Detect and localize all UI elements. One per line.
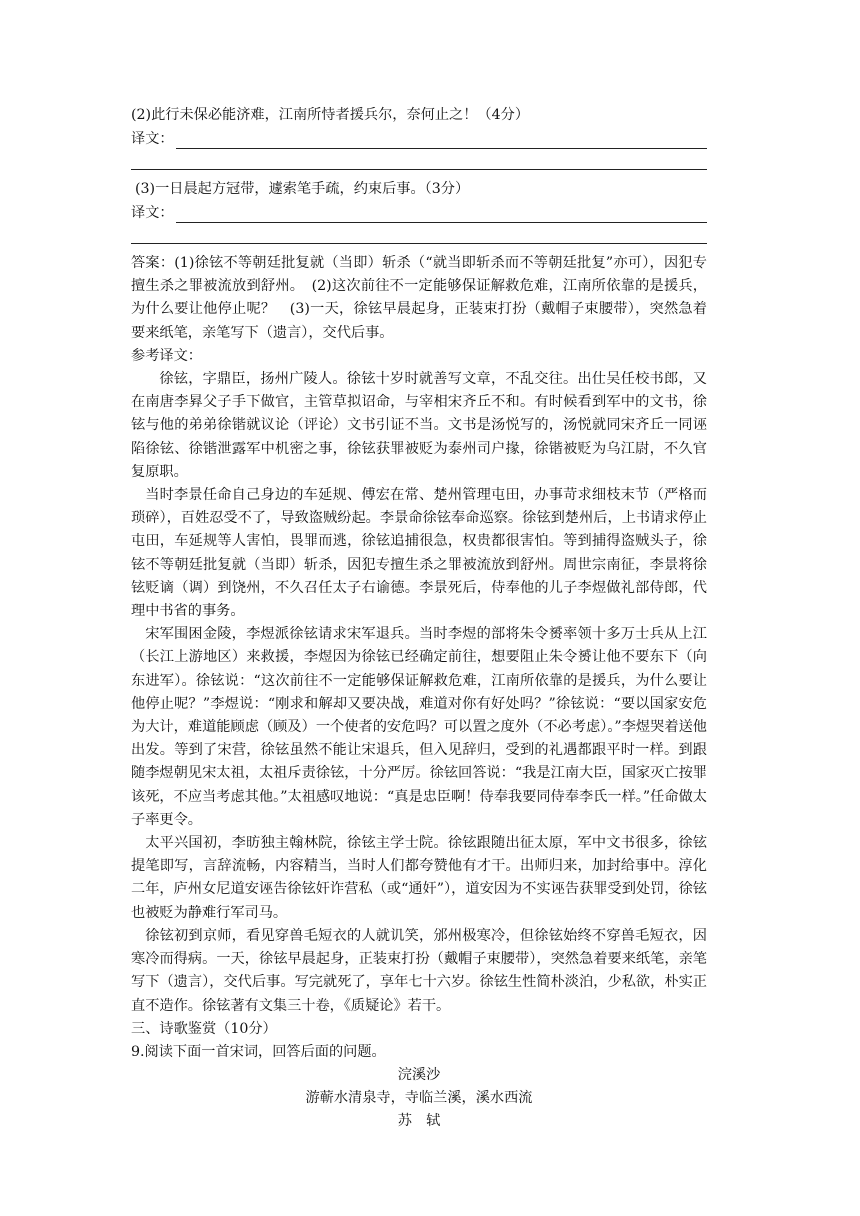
translation-paragraph: 太平兴国初，李昉独主翰林院，徐铉主学士院。徐铉跟随出征太原，军中文书很多，徐铉提笔即写，言辞流畅，内容精当，当时人们都夸赞他有才干。出师归来，加封给事中。淳化二年，庐州女尼道安诬告徐铉奸诈营私（或“通奸”），道安因为不实诬告获罪受到处罚，徐铉也被贬为静难行军司马。	[131, 835, 707, 921]
answer-key: 答案：(1)徐铉不等朝廷批复就（当即）斩杀（“就当即斩杀而不等朝廷批复”亦可），因犯专擅生杀之罪被流放到舒州。 (2)这次前往不一定能够保证解救危难，江南所依靠的是援兵，为什么要让他停止呢？ (3)一天，徐铉早晨起身，正装束打扮（戴帽子束腰带），突然急着要来纸笔，亲笔写下（遗言），交代后事。	[131, 255, 707, 341]
section-heading: 三、诗歌鉴赏（10分）	[131, 1020, 277, 1037]
reference-translation-heading: 参考译文：	[131, 347, 202, 364]
translation-label: 译文：	[131, 131, 174, 147]
translation-row-q3	[131, 201, 707, 223]
poem-subtitle: 游蕲水清泉寺，寺临兰溪，溪水西流	[305, 1090, 533, 1107]
translation-row-q2	[131, 127, 707, 149]
poem-title: 浣溪沙	[397, 1067, 441, 1084]
answer-blank-line	[176, 208, 707, 223]
translation-paragraph: 徐铉初到京师，看见穿兽毛短衣的人就讥笑，邠州极寒冷，但徐铉始终不穿兽毛短衣，因寒冷而得病。一天，徐铉早晨起身，正装束打扮（戴帽子束腰带），突然急着要来纸笔，亲笔写下（遗言），交代后事。写完就死了，享年七十六岁。徐铉生性简朴淡泊，少私欲，朴实正直不造作。徐铉著有文集三十卷，《质疑论》若干。	[131, 927, 707, 1014]
question-9: 9.阅读下面一首宋词，回答后面的问题。	[131, 1043, 386, 1060]
poem-author: 苏 轼	[397, 1113, 441, 1130]
translation-paragraph: 徐铉，字鼎臣，扬州广陵人。徐铉十岁时就善写文章，不乱交往。出仕吴任校书郎，又在南唐李昪父子手下做官，主管草拟诏命，与宰相宋齐丘不和。有时候看到军中的文书，徐铉与他的弟弟徐锴就议论（评论）文书引证不当。文书是汤悦写的，汤悦就同宋齐丘一同诬陷徐铉、徐锴泄露军中机密之事，徐铉获罪被贬为泰州司户掾，徐锴被贬为乌江尉，不久官复原职。	[131, 371, 707, 480]
translation-label: 译文：	[131, 205, 174, 221]
translation-paragraph: 宋军围困金陵，李煜派徐铉请求宋军退兵。当时李煜的部将朱令赟率领十多万士兵从上江（长江上游地区）来救援，李煜因为徐铉已经确定前往，想要阻止朱令赟让他不要东下（向东进军）。徐铉说：“这次前往不一定能够保证解救危难，江南所依靠的是援兵，为什么要让他停止呢？”李煜说：“刚求和解却又要决战，难道对你有好处吗？”徐铉说：“要以国家安危为大计，难道能顾虑（顾及）一个使者的安危吗？可以置之度外（不必考虑）。”李煜哭着送他出发。等到了宋营，徐铉虽然不能让宋退兵，但入见辞归，受到的礼遇都跟平时一样。到跟随李煜朝见宋太祖，太祖斥责徐铉，十分严厉。徐铉回答说：“我是江南大臣，国家灭亡按罪该死，不应当考虑其他。”太祖感叹地说：“真是忠臣啊！侍奉我要同侍奉李氏一样。”任命做太子率更令。	[131, 626, 707, 828]
answer-blank-line	[131, 149, 707, 170]
question-3: (3)一日晨起方冠带，遽索笔手疏，约束后事。（3分）	[135, 181, 470, 197]
answer-blank-line	[131, 223, 707, 244]
document-page	[131, 104, 707, 1133]
question-2: (2)此行未保必能济难，江南所恃者援兵尔，奈何止之！（4分）	[131, 107, 530, 123]
answer-blank-line	[176, 134, 707, 149]
translation-paragraph: 当时李景任命自己身边的车延规、傅宏在常、楚州管理屯田，办事苛求细枝末节（严格而琐碎），百姓忍受不了，导致盗贼纷起。李景命徐铉奉命巡察。徐铉到楚州后，上书请求停止屯田，车延规等人害怕，畏罪而逃，徐铉追捕很急，权贵都很害怕。等到捕得盗贼头子，徐铉不等朝廷批复就（当即）斩杀，因犯专擅生杀之罪被流放到舒州。周世宗南征，李景将徐铉贬谪（调）到饶州，不久召任太子右谕德。李景死后，侍奉他的儿子李煜做礼部侍郎，代理中书省的事务。	[131, 487, 707, 620]
